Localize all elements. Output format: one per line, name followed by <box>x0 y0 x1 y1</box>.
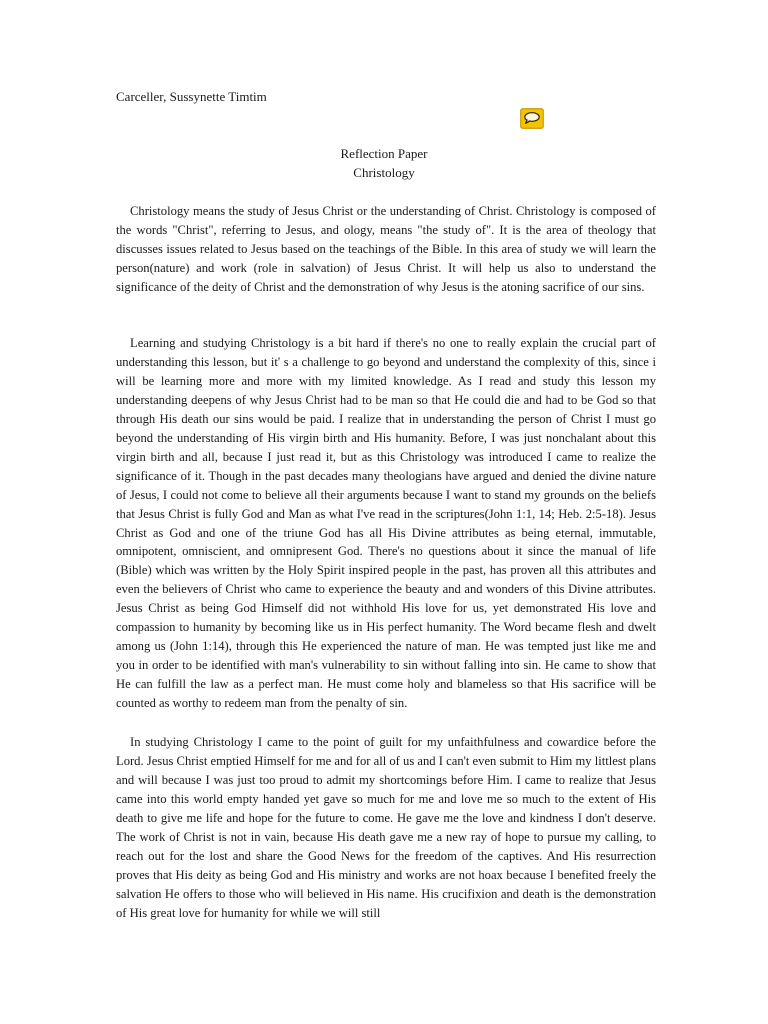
paragraph-1 <box>116 202 656 297</box>
document-title: Reflection Paper <box>340 146 428 161</box>
paragraph-3-text: In studying Christology I came to the point of guilt for my unfaithfulness and cowardice before the Lord. Jesus Christ emptied Himself for me and for all of us and I can't even submit to Him my littlest plans and will because I was just too proud to admit my shortcomings before Him. I came to realize that Jesus came into this world empty handed yet gave so much for me and love me so much to the extent of His death to give me life and hope for the future to come. He gave me the love and kindness I don't deserve. The work of Christ is not in vain, because His death gave me a new ray of hope to pursue my calling, to reach out for the lost and share the Good News for the freedom of the captives. And His resurrection proves that His deity as being God and His ministry and works are not hoax because I benefited freely the salvation He offers to those who will believed in His name. His crucifixion and death is the demonstration of His great love for humanity for while we will still <box>116 735 656 920</box>
author-name: Carceller, Sussynette Timtim <box>116 89 267 104</box>
comment-icon[interactable] <box>520 108 544 129</box>
document-subtitle: Christology <box>353 165 415 180</box>
paragraph-3 <box>116 733 656 923</box>
paragraph-1-text: Christology means the study of Jesus Christ or the understanding of Christ. Christology is composed of the words "Christ", referring to Jesus, and ology, means "the study of". It is the area of theology that discusses issues related to Jesus based on the teachings of the Bible. In this area of study we will learn the person(nature) and work (role in salvation) of Jesus Christ. It will help us also to understand the significance of the deity of Christ and the demonstration of why Jesus is the atoning sacrifice of our sins. <box>116 204 656 294</box>
paragraph-2-text: Learning and studying Christology is a bit hard if there's no one to really explain the crucial part of understanding this lesson, but it' s a challenge to go beyond and understand the complexity of this, since i will be learning more and more with my limited knowledge. As I read and study this lesson my understanding deepens of why Jesus Christ had to be man so that He could die and had to be God so that through His death our sins would be paid. I realize that in understanding the person of Christ I must go beyond the understanding of His virgin birth and His humanity. Before, I was just nonchalant about this virgin birth and all, because I just read it, but as this Christology was introduced I came to realize the significance of it. Though in the past decades many theologians have argued and denied the divine nature of Jesus, I could not come to believe all their arguments because I want to stand my grounds on the beliefs that Jesus Christ is fully God and Man as what I've read in the scriptures(John 1:1, 14; Heb. 2:5-18). Jesus Christ as God and one of the triune God has all His Divine attributes as being eternal, immutable, omnipotent, omniscient, and omnipresent God. There's no questions about it since the manual of life (Bible) which was written by the Holy Spirit inspired people in the past, has proven all this attributes and even the believers of Christ who came to experience the beauty and and wonders of this Divine attributes. Jesus Christ as being God Himself did not withhold His love for us, yet demonstrated His love and compassion to humanity by becoming like us in His perfect humanity. The Word became flesh and dwelt among us (John 1:14), through this He experienced the nature of man. He was tempted just like me and you in order to be identified with man's vulnerability to sin without falling into sin. He came to show that He can fulfill the law as a perfect man. He must come holy and blameless so that His sacrifice will be counted as worthy to redeem man from the penalty of sin. <box>116 336 656 711</box>
paragraph-2 <box>116 334 656 713</box>
speech-bubble-icon <box>520 108 544 129</box>
